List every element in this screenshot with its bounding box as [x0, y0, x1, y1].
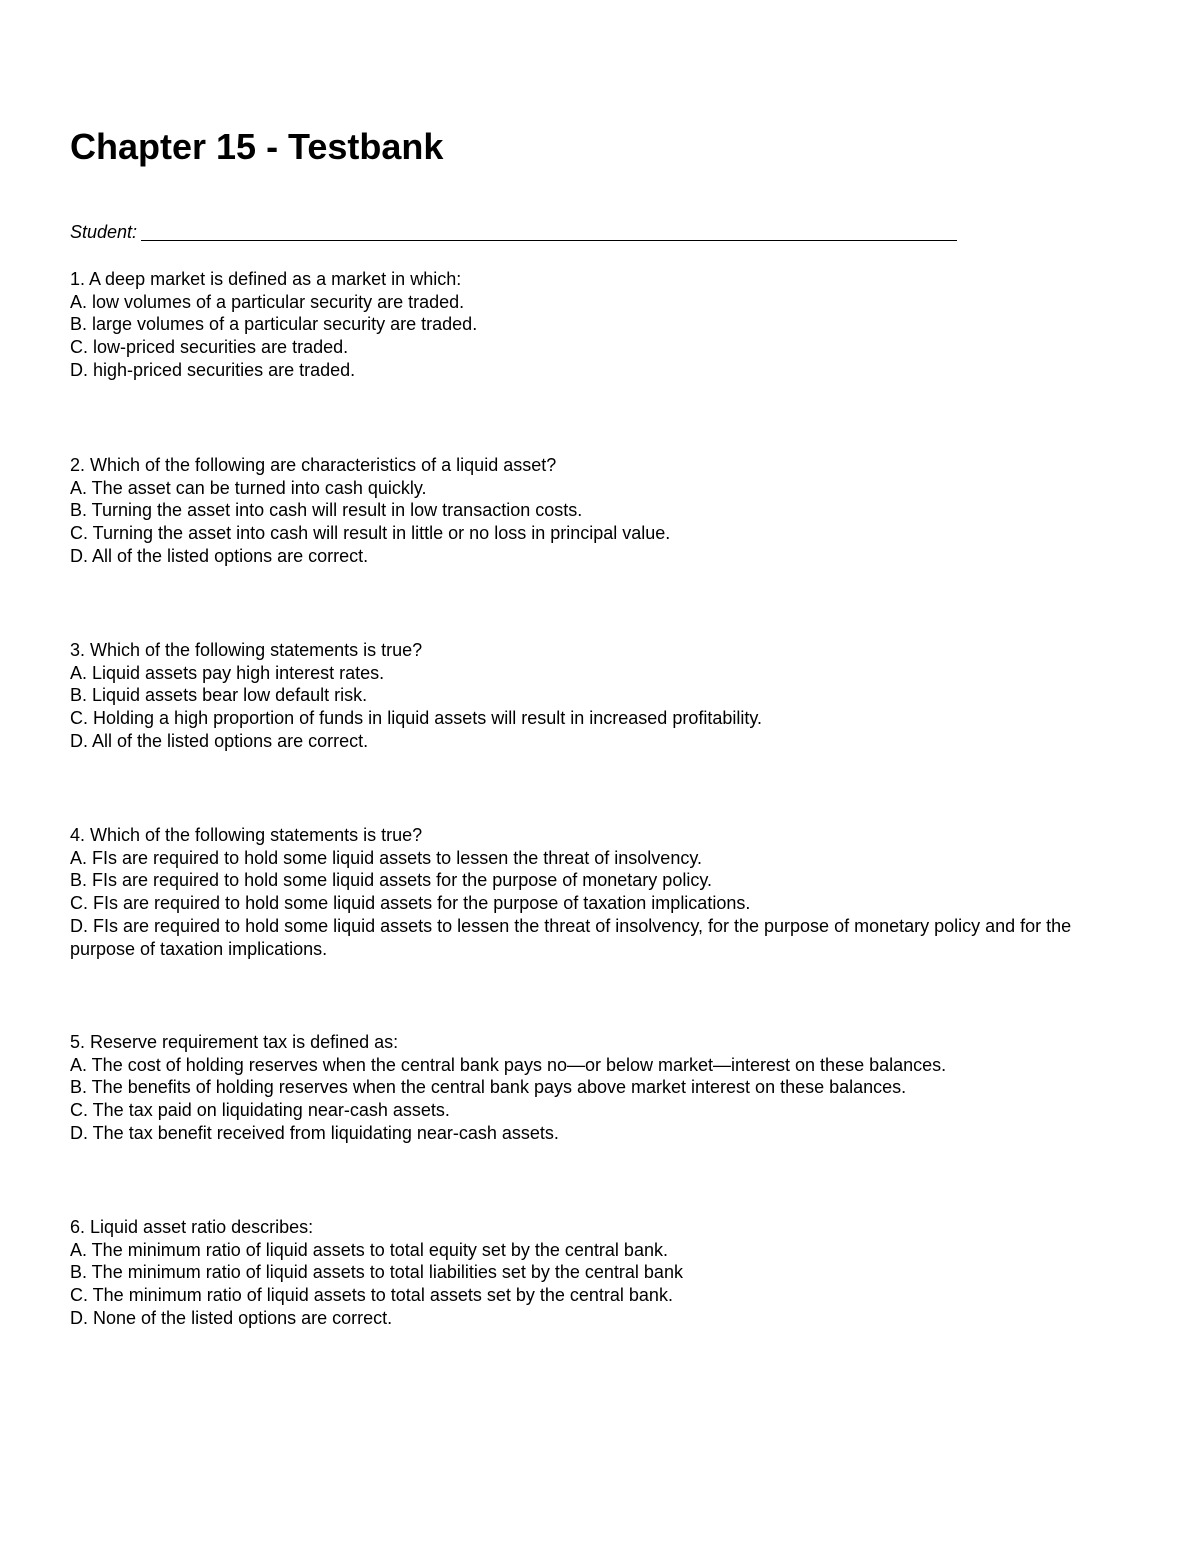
answer-option-c: C. FIs are required to hold some liquid assets for the purpose of taxation implications. — [70, 893, 751, 914]
answer-option-c: C. Holding a high proportion of funds in liquid assets will result in increased profitability. — [70, 708, 763, 729]
answer-option-c: C. The minimum ratio of liquid assets to total assets set by the central bank. — [70, 1285, 673, 1306]
answer-option-d: D. high-priced securities are traded. — [70, 359, 356, 380]
student-label: Student: — [70, 222, 138, 242]
answer-option-b: B. Turning the asset into cash will result in low transaction costs. — [70, 500, 583, 521]
answer-option-d: D. All of the listed options are correct. — [70, 545, 369, 566]
answer-option-d: D. The tax benefit received from liquidating near-cash assets. — [70, 1122, 559, 1143]
page-title: Chapter 15 - Testbank — [70, 126, 444, 167]
answer-option-a: A. The minimum ratio of liquid assets to total equity set by the central bank. — [70, 1239, 668, 1260]
answer-option-c: C. low-priced securities are traded. — [70, 337, 349, 358]
question-stem: 5. Reserve requirement tax is defined as: — [70, 1032, 399, 1052]
answer-option-b: B. The minimum ratio of liquid assets to total liabilities set by the central bank — [70, 1262, 683, 1283]
answer-option-a: A. FIs are required to hold some liquid assets to lessen the threat of insolvency. — [70, 847, 702, 868]
answer-option-a: A. low volumes of a particular security are traded. — [70, 291, 465, 312]
answer-option-a: A. Liquid assets pay high interest rates. — [70, 662, 385, 683]
question-stem: 1. A deep market is defined as a market in which: — [70, 269, 462, 289]
answer-option-b: B. large volumes of a particular security are traded. — [70, 314, 478, 335]
answer-option-a: A. The asset can be turned into cash quickly. — [70, 477, 427, 498]
question-6 — [70, 1216, 1130, 1330]
student-name-row — [70, 220, 970, 244]
question-4 — [70, 824, 1130, 960]
question-1 — [70, 268, 1130, 382]
answer-option-b: B. Liquid assets bear low default risk. — [70, 685, 368, 706]
question-stem: 4. Which of the following statements is true? — [70, 825, 423, 845]
question-3 — [70, 639, 1130, 753]
question-2 — [70, 454, 1130, 568]
answer-option-a: A. The cost of holding reserves when the central bank pays no—or below market—interest on these balances. — [70, 1054, 947, 1075]
question-5 — [70, 1031, 1130, 1145]
answer-option-b: B. FIs are required to hold some liquid assets for the purpose of monetary policy. — [70, 870, 712, 891]
question-stem: 2. Which of the following are characteristics of a liquid asset? — [70, 455, 557, 475]
answer-option-c: C. Turning the asset into cash will result in little or no loss in principal value. — [70, 523, 671, 544]
question-stem: 3. Which of the following statements is true? — [70, 640, 423, 660]
answer-option-d: D. None of the listed options are correct. — [70, 1307, 393, 1328]
answer-option-d: D. FIs are required to hold some liquid assets to lessen the threat of insolvency, for the purpose of monetary policy and for the purpose of taxation implications. — [70, 915, 1072, 959]
answer-option-b: B. The benefits of holding reserves when the central bank pays above market interest on these balances. — [70, 1077, 907, 1098]
question-stem: 6. Liquid asset ratio describes: — [70, 1217, 314, 1237]
student-name-blank — [141, 220, 957, 241]
answer-option-c: C. The tax paid on liquidating near-cash assets. — [70, 1100, 450, 1121]
answer-option-d: D. All of the listed options are correct. — [70, 730, 369, 751]
